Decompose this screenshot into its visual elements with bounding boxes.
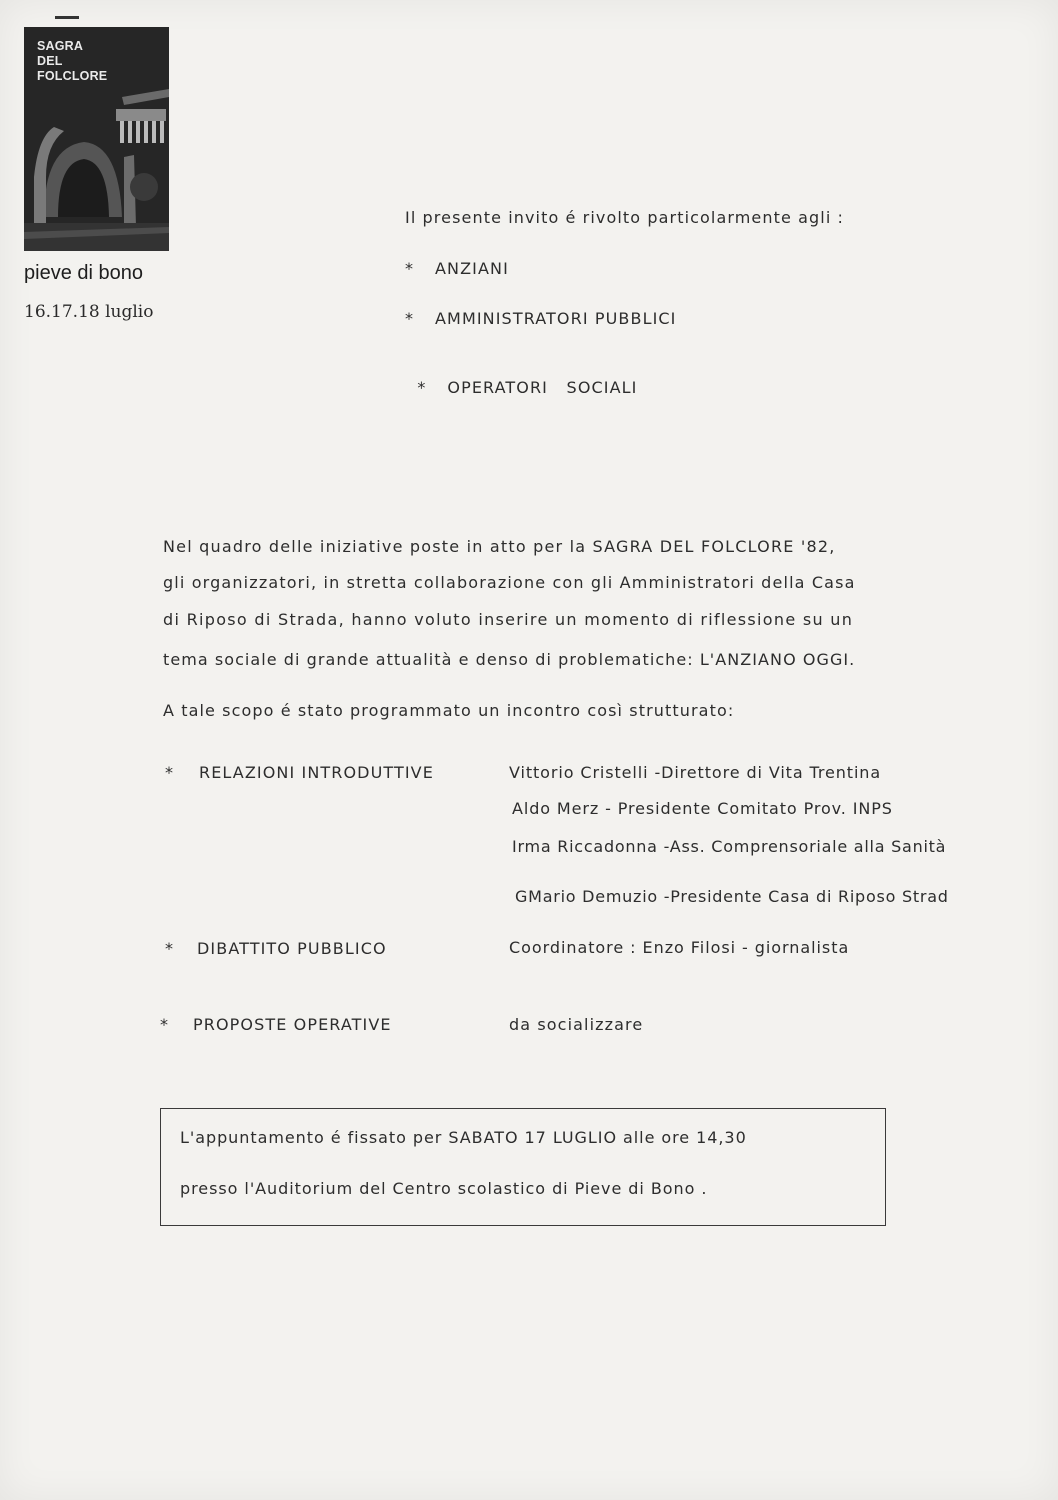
speaker-line: Irma Riccadonna -Ass. Comprensoriale alla Sanità [512,837,947,856]
recipient-label: AMMINISTRATORI PUBBLICI [435,309,677,328]
bullet-star: * [405,259,415,278]
logo-title-line: FOLCLORE [37,69,108,83]
bullet-star: * [417,378,427,397]
invite-intro: Il presente invito é rivolto particolarmente agli : [405,208,845,227]
paragraph-line: gli organizzatori, in stretta collaborazione con gli Amministratori della Casa [163,573,856,592]
program-label: RELAZIONI INTRODUTTIVE [199,763,434,782]
program-label: PROPOSTE OPERATIVE [193,1015,392,1034]
speaker-line: GMario Demuzio -Presidente Casa di Riposo Strad [515,887,949,906]
program-label: DIBATTITO PUBBLICO [197,939,387,958]
recipient-label: ANZIANI [435,259,509,278]
appointment-box [160,1108,886,1226]
paragraph-line: Nel quadro delle iniziative poste in atto per la SAGRA DEL FOLCLORE '82, [163,537,836,556]
appointment-line: L'appuntamento é fissato per SABATO 17 LUGLIO alle ore 14,30 [180,1128,747,1147]
recipient-item [405,359,637,397]
bullet-star: * [165,763,175,782]
recipient-item [405,309,677,328]
paragraph-line: di Riposo di Strada, hanno voluto inserire un momento di riflessione su un [163,610,854,629]
recipient-label: OPERATORI SOCIALI [447,378,638,397]
speaker-line: Aldo Merz - Presidente Comitato Prov. INPS [512,799,893,818]
program-detail: Coordinatore : Enzo Filosi - giornalista [509,938,850,957]
bullet-star: * [160,1015,170,1034]
logo-title-line: DEL [37,54,63,68]
program-item-proposte [160,1015,392,1034]
program-detail: da socializzare [509,1015,644,1034]
program-item-relazioni [165,763,434,782]
logo-title-line: SAGRA [37,39,84,53]
program-intro: A tale scopo é stato programmato un incontro così strutturato: [163,701,735,720]
bullet-star: * [165,939,175,958]
logo-title [37,39,107,84]
paragraph-line: tema sociale di grande attualità e denso di problematiche: L'ANZIANO OGGI. [163,650,856,669]
place-name: pieve di bono [24,262,143,284]
program-item-dibattito [165,939,387,958]
festival-dates: 16.17.18 luglio [24,302,154,322]
speaker-line: Vittorio Cristelli -Direttore di Vita Trentina [509,763,882,782]
bullet-star: * [405,309,415,328]
recipient-item [405,259,509,278]
appointment-line: presso l'Auditorium del Centro scolastico di Pieve di Bono . [180,1179,708,1198]
logo-mark [55,16,79,19]
festival-logo [24,27,169,251]
